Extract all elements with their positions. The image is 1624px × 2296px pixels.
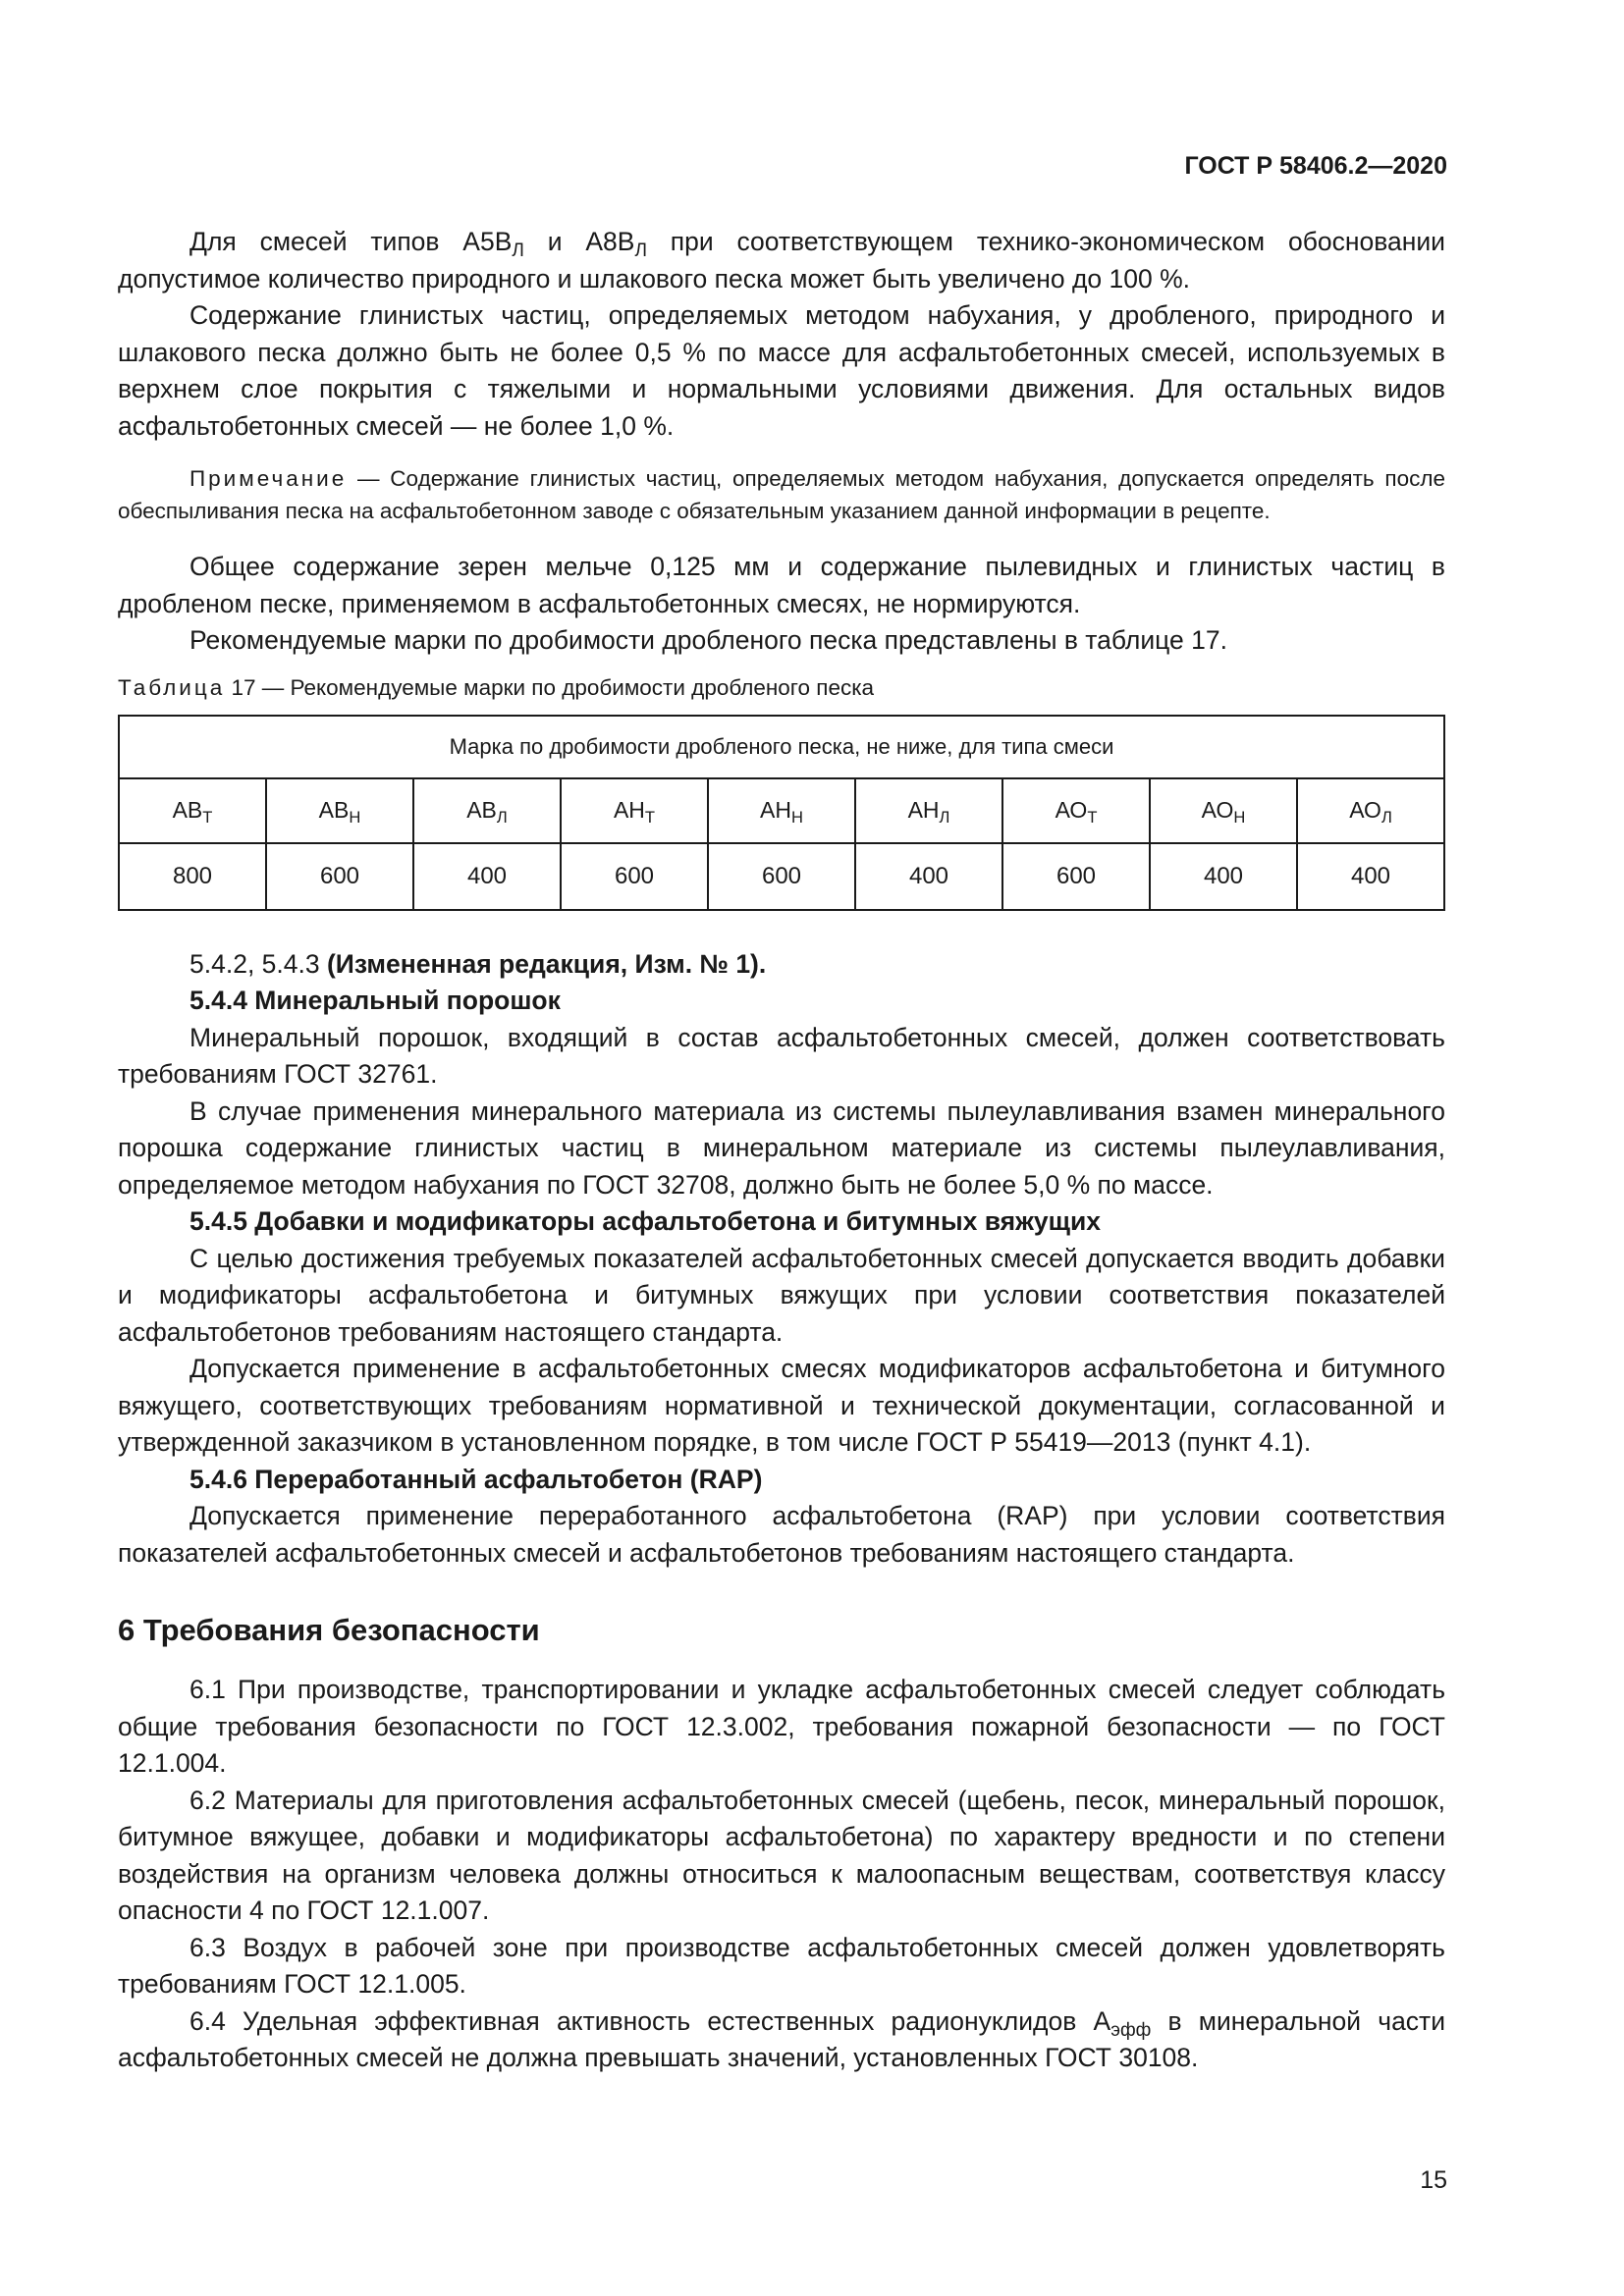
table-cell: 400	[413, 843, 561, 910]
paragraph-table-ref: Рекомендуемые марки по дробимости дробленого песка представлены в таблице 17.	[189, 625, 1227, 655]
note-text: — Содержание глинистых частиц, определяемых методом набухания, допускается определять после обеспыливания песка на асфальтобетонном заводе с обязательным указанием данной информации в рецепте.	[118, 466, 1445, 523]
paragraph-additives: С целью достижения требуемых показателей асфальтобетонных смесей допускается вводить добавки и модификаторы асфальтобетона и битумных вяжущих при условии соответствия показателей асфальтобетонов требованиям настоящего стандарта.	[118, 1243, 1445, 1347]
crushability-table	[118, 715, 1445, 911]
column-sub: Н	[791, 808, 803, 828]
paragraph-amendment	[118, 946, 1445, 984]
column-base: АВ	[466, 797, 497, 823]
paragraph-6-2: 6.2 Материалы для приготовления асфальтобетонных смесей (щебень, песок, минеральный порошок, битумное вяжущее, добавки и модификаторы асфальтобетона) по характеру вредности и по степени воздействия на организм человека должны относиться к малоопасным веществам, соответствуя классу опасности 4 по ГОСТ 12.1.007.	[118, 1785, 1445, 1925]
column-header	[119, 778, 266, 843]
column-header	[1297, 778, 1444, 843]
column-header	[1002, 778, 1150, 843]
column-sub: Т	[202, 808, 213, 828]
table-caption-label: Таблица	[118, 674, 226, 700]
column-sub: Л	[939, 808, 950, 828]
paragraph-clay-content: Содержание глинистых частиц, определяемых методом набухания, у дробленого, природного и шлакового песка должно быть не более 0,5 % по массе для асфальтобетонных смесей, используемых в верхнем слое покрытия с тяжелыми и нормальными условиями движения. Для остальных видов асфальтобетонных смесей — не более 1,0 %.	[118, 300, 1445, 441]
text-run: и А8В	[523, 227, 635, 256]
text-run: при соответствующем технико-экономическом обосновании допустимое количество природного и шлакового песка может быть увеличено до 100 %.	[118, 227, 1445, 294]
column-base: АН	[613, 797, 645, 823]
paragraph-sand-types	[118, 224, 1445, 297]
table-caption	[118, 675, 1445, 701]
column-header	[561, 778, 708, 843]
table-cell: 400	[1297, 843, 1444, 910]
table-cell: 800	[119, 843, 266, 910]
column-sub: Т	[644, 808, 656, 828]
page-content	[118, 224, 1445, 2077]
paragraph-6-4	[118, 2003, 1445, 2077]
subscript: Л	[512, 240, 524, 262]
column-sub: Н	[349, 808, 361, 828]
column-header	[708, 778, 855, 843]
amendment-note: (Измененная редакция, Изм. № 1).	[326, 948, 767, 979]
column-header	[266, 778, 413, 843]
section-6-title: 6 Требования безопасности	[118, 1613, 540, 1647]
heading-5-4-6: 5.4.6 Переработанный асфальтобетон (RAP)	[189, 1464, 763, 1494]
column-header	[855, 778, 1002, 843]
table-header-cell: Марка по дробимости дробленого песка, не ниже, для типа смеси	[119, 716, 1444, 778]
column-sub: Н	[1233, 808, 1246, 828]
paragraph-dust-collection: В случае применения минерального материала из системы пылеулавливания взамен минерального порошка содержание глинистых частиц в минеральном материале из системы пылеулавливания, определяемое методом набухания по ГОСТ 32708, должно быть не более 5,0 % по массе.	[118, 1095, 1445, 1200]
table-caption-text: 17 — Рекомендуемые марки по дробимости дробленого песка	[225, 674, 875, 700]
table-row	[119, 843, 1444, 910]
subscript: Л	[634, 240, 647, 262]
table-header-row	[119, 716, 1444, 778]
text-run: Для смесей типов А5В	[189, 227, 513, 256]
table-cell: 600	[266, 843, 413, 910]
document-id-header: ГОСТ Р 58406.2—2020	[1184, 152, 1447, 180]
text-run: 6.4 Удельная эффективная активность естественных радионуклидов А	[189, 2005, 1111, 2036]
column-base: АО	[1349, 797, 1381, 823]
note	[118, 462, 1445, 527]
table-cell: 600	[561, 843, 708, 910]
column-base: АН	[907, 797, 940, 823]
column-header	[1150, 778, 1297, 843]
paragraph-grain-content: Общее содержание зерен мельче 0,125 мм и содержание пылевидных и глинистых частиц в дробленом песке, применяемом в асфальтобетонных смесях, не нормируются.	[118, 552, 1445, 618]
paragraph-6-3: 6.3 Воздух в рабочей зоне при производстве асфальтобетонных смесей должен удовлетворять требованиям ГОСТ 12.1.005.	[118, 1932, 1445, 1999]
subscript: эфф	[1110, 2019, 1152, 2041]
column-base: АН	[760, 797, 791, 823]
column-sub: Л	[496, 808, 508, 828]
column-base: АВ	[318, 797, 350, 823]
paragraph-rap: Допускается применение переработанного асфальтобетона (RAP) при условии соответствия показателей асфальтобетонных смесей и асфальтобетонов требованиям настоящего стандарта.	[118, 1501, 1445, 1568]
column-sub: Т	[1087, 808, 1098, 828]
column-base: АО	[1055, 797, 1088, 823]
section-5-4-continued	[118, 946, 1445, 1573]
column-sub: Л	[1380, 808, 1392, 828]
table-cell: 600	[1002, 843, 1150, 910]
text-run: в минеральной части асфальтобетонных смесей не должна превышать значений, установленных ГОСТ 30108.	[118, 2005, 1445, 2072]
column-header	[413, 778, 561, 843]
heading-5-4-5: 5.4.5 Добавки и модификаторы асфальтобетона и битумных вяжущих	[189, 1206, 1102, 1236]
page-number: 15	[1420, 2166, 1447, 2194]
note-label: Примечание	[189, 466, 348, 491]
paragraph-6-1: 6.1 При производстве, транспортировании и укладке асфальтобетонных смесей следует соблюдать общие требования безопасности по ГОСТ 12.3.002, требования пожарной безопасности — по ГОСТ 12.1.004.	[118, 1675, 1445, 1778]
heading-5-4-4: 5.4.4 Минеральный порошок	[189, 986, 561, 1015]
paragraph-mineral-powder: Минеральный порошок, входящий в состав асфальтобетонных смесей, должен соответствовать требованиям ГОСТ 32761.	[118, 1022, 1445, 1089]
table-cell: 600	[708, 843, 855, 910]
text-run: 5.4.2, 5.4.3	[189, 948, 327, 979]
table-column-row	[119, 778, 1444, 843]
table-cell: 400	[1150, 843, 1297, 910]
column-base: АО	[1201, 797, 1234, 823]
table-cell: 400	[855, 843, 1002, 910]
column-base: АВ	[172, 797, 203, 823]
paragraph-modifiers: Допускается применение в асфальтобетонных смесях модификаторов асфальтобетона и битумного вяжущего, соответствующих требованиям нормативной и технической документации, согласованной и утвержденной заказчиком в установленном порядке, в том числе ГОСТ Р 55419—2013 (пункт 4.1).	[118, 1354, 1445, 1457]
